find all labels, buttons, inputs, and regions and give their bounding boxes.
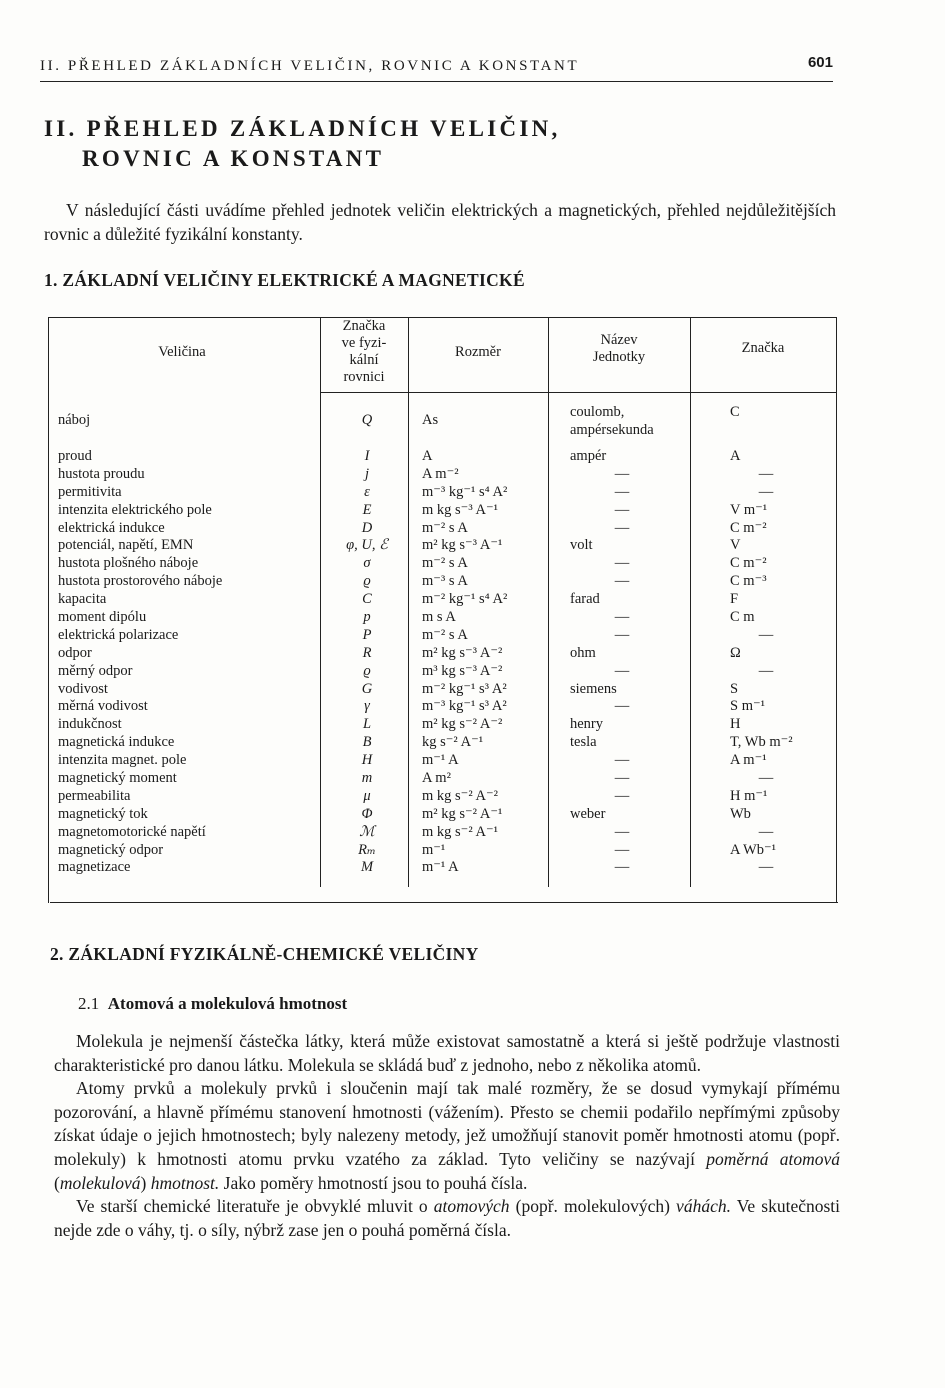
cell-dimension: A m² — [422, 770, 451, 787]
chapter-intro: V následující části uvádíme přehled jednotek veličin elektrických a magnetických, přehled nejdůležitějších rovnic a důležité fyzikální konstanty. — [44, 200, 836, 244]
cell-abbr: — — [758, 859, 774, 876]
header-rule — [40, 81, 833, 82]
cell-unit: tesla — [570, 734, 597, 751]
chapter-title-line-2: ROVNIC A KONSTANT — [82, 146, 385, 171]
section-2-heading: 2. ZÁKLADNÍ FYZIKÁLNĚ-CHEMICKÉ VELIČINY — [50, 944, 479, 964]
paragraph-text: ( — [54, 1172, 60, 1193]
cell-dimension: m² kg s⁻³ A⁻¹ — [422, 537, 503, 554]
cell-quantity: měrná vodivost — [58, 698, 148, 715]
paragraph-text: Jako poměry hmotností jsou to pouhá čísla. — [223, 1172, 528, 1193]
cell-dimension: m⁻³ kg⁻¹ s⁴ A² — [422, 483, 508, 500]
cell-symbol: σ — [363, 555, 371, 572]
paragraph-text: ) — [140, 1172, 147, 1193]
cell-symbol: ϱ — [363, 662, 371, 679]
quantities-table — [44, 312, 838, 905]
cell-unit: — — [614, 752, 630, 769]
cell-unit: — — [614, 823, 630, 840]
cell-quantity: indukčnost — [58, 716, 122, 733]
cell-quantity: vodivost — [58, 680, 108, 697]
cell-unit: — — [614, 555, 630, 572]
table-row — [44, 555, 838, 573]
cell-dimension: kg s⁻² A⁻¹ — [422, 734, 484, 751]
cell-abbr: A Wb⁻¹ — [730, 841, 776, 858]
cell-dimension: m kg s⁻² A⁻² — [422, 787, 498, 804]
cell-unit: — — [614, 698, 630, 715]
cell-unit: — — [614, 573, 630, 590]
header-quantity: Veličina — [158, 344, 206, 360]
cell-abbr: F — [730, 591, 739, 608]
table-row — [44, 663, 838, 681]
cell-quantity: hustota proudu — [58, 465, 145, 482]
term-italic: poměrná atomová — [706, 1148, 841, 1169]
cell-unit: siemens — [570, 680, 617, 697]
header-symbol-line: Značka — [342, 318, 386, 334]
cell-symbol: φ, U, ℰ — [346, 537, 388, 554]
cell-abbr: C m⁻² — [730, 519, 767, 536]
paragraph-text: (popř. molekulových) — [515, 1196, 670, 1217]
table-row — [44, 502, 838, 520]
cell-quantity: magnetický odpor — [58, 841, 164, 858]
cell-unit: farad — [570, 591, 600, 608]
paragraph-text: Ve skutečnosti nejde zde o váhy, tj. o síly, nýbrž zase jen o pouhá poměrná čísla. — [54, 1196, 841, 1240]
cell-abbr: S — [730, 680, 739, 697]
header-unit — [548, 332, 690, 366]
cell-dimension: m² kg s⁻² A⁻¹ — [422, 805, 503, 822]
paragraph — [54, 1195, 840, 1242]
cell-symbol: R — [362, 644, 372, 661]
paragraph-text: Atomy prvků a molekuly prvků i sloučenin mají tak malé rozměry, že se dosud vymykají přímému pozorování, a hlavně přímému stanovení hmotnosti (vážením). Přesto se chemii podařilo nepřímými způsoby získat údaje o jejich hmotnostech; byly nalezeny metody, jež umožňují stanovit poměr hmotnosti atomu (popř. molekuly) k hmotnosti atomu prvku vzatého za základ. Tyto veličiny se nazývají — [54, 1078, 840, 1169]
cell-dimension: m⁻² s A — [422, 626, 468, 643]
cell-abbr: Ω — [730, 644, 741, 661]
cell-dimension: m⁻² kg⁻¹ s³ A² — [422, 680, 507, 697]
cell-quantity: elektrická indukce — [58, 519, 165, 536]
paragraph — [54, 1077, 840, 1195]
cell-abbr: — — [758, 483, 774, 500]
table-row — [44, 627, 838, 645]
cell-unit: weber — [570, 805, 606, 822]
cell-symbol: γ — [364, 698, 370, 715]
cell-abbr: — — [758, 662, 774, 679]
cell-symbol: Q — [361, 412, 373, 428]
chapter-title-line-1: II. PŘEHLED ZÁKLADNÍCH VELIČIN, — [44, 116, 561, 141]
header-separator — [320, 392, 836, 393]
table-row — [44, 609, 838, 627]
cell-dimension: m kg s⁻³ A⁻¹ — [422, 501, 498, 518]
cell-dimension: m² kg s⁻² A⁻² — [422, 716, 503, 733]
cell-quantity: elektrická polarizace — [58, 626, 179, 643]
cell-unit: ampérsekunda — [570, 422, 654, 438]
table-bottom-rule — [50, 902, 838, 903]
cell-abbr: C m⁻² — [730, 555, 767, 572]
cell-quantity: permitivita — [58, 483, 122, 500]
table-row — [44, 824, 838, 842]
cell-symbol: C — [362, 591, 372, 608]
table-top-rule — [48, 317, 836, 318]
cell-abbr: H — [730, 716, 741, 733]
cell-quantity: permeabilita — [58, 787, 131, 804]
cell-unit: ohm — [570, 644, 596, 661]
term-italic: molekulová — [59, 1172, 141, 1193]
term-italic: atomových — [433, 1196, 510, 1217]
cell-abbr: C — [730, 404, 740, 420]
table-row — [44, 770, 838, 788]
header-symbol-line: kální — [349, 352, 379, 368]
cell-dimension: m⁻² s A — [422, 555, 468, 572]
cell-symbol: Rₘ — [358, 841, 376, 858]
cell-quantity: odpor — [58, 644, 92, 661]
cell-abbr: H m⁻¹ — [730, 787, 768, 804]
cell-unit: — — [614, 501, 630, 518]
cell-quantity: magnetizace — [58, 859, 131, 876]
table-row — [44, 520, 838, 538]
chapter-title — [44, 114, 561, 174]
cell-dimension: m⁻² kg⁻¹ s⁴ A² — [422, 591, 508, 608]
cell-abbr: — — [758, 823, 774, 840]
cell-symbol: M — [360, 859, 374, 876]
cell-abbr: A m⁻¹ — [730, 752, 767, 769]
cell-abbr: A — [730, 448, 741, 464]
header-symbol-line: rovnici — [343, 369, 385, 385]
cell-unit: — — [614, 519, 630, 536]
cell-dimension: A — [422, 448, 433, 464]
term-italic: váhách. — [676, 1196, 731, 1217]
cell-quantity: magnetický tok — [58, 805, 148, 822]
cell-symbol: B — [362, 734, 372, 751]
paragraph — [54, 1030, 840, 1077]
cell-symbol: I — [364, 448, 370, 464]
table-row — [44, 681, 838, 699]
header-unit-line: Název — [600, 332, 638, 348]
cell-quantity: náboj — [58, 412, 91, 428]
cell-quantity: intenzita elektrického pole — [58, 501, 212, 518]
table-row — [44, 698, 838, 716]
cell-symbol: E — [362, 501, 372, 518]
cell-dimension: m³ kg s⁻³ A⁻² — [422, 662, 503, 679]
cell-unit: coulomb, — [570, 404, 625, 420]
table-row — [44, 404, 838, 448]
term-italic: hmotnost. — [150, 1172, 220, 1193]
cell-symbol: D — [361, 519, 373, 536]
cell-dimension: m kg s⁻² A⁻¹ — [422, 823, 498, 840]
subsection-heading — [78, 994, 347, 1014]
cell-symbol: p — [363, 609, 371, 626]
cell-symbol: Φ — [361, 805, 373, 822]
cell-unit: volt — [570, 537, 593, 554]
subsection-number: 2.1 — [78, 994, 100, 1013]
cell-unit: — — [614, 662, 630, 679]
table-row — [44, 842, 838, 860]
table-row — [44, 591, 838, 609]
cell-unit: — — [614, 626, 630, 643]
cell-quantity: intenzita magnet. pole — [58, 752, 187, 769]
cell-unit: — — [614, 609, 630, 626]
cell-abbr: S m⁻¹ — [730, 698, 765, 715]
header-dimension: Rozměr — [455, 344, 501, 360]
table-row — [44, 573, 838, 591]
cell-quantity: hustota plošného náboje — [58, 555, 199, 572]
cell-dimension: m⁻³ s A — [422, 573, 468, 590]
cell-symbol: ε — [364, 483, 370, 500]
table-row — [44, 466, 838, 484]
cell-unit: — — [614, 770, 630, 787]
cell-unit: ampér — [570, 448, 607, 464]
cell-dimension: m⁻¹ A — [422, 859, 459, 876]
cell-symbol: ℳ — [359, 823, 375, 840]
cell-symbol: L — [362, 716, 372, 733]
cell-quantity: kapacita — [58, 591, 107, 608]
cell-quantity: magnetomotorické napětí — [58, 823, 206, 840]
cell-symbol: μ — [363, 787, 371, 804]
cell-dimension: A m⁻² — [422, 465, 459, 482]
header-symbol — [320, 318, 408, 386]
table-row — [44, 484, 838, 502]
header-unit-line: Jednotky — [592, 349, 646, 365]
cell-dimension: m⁻¹ — [422, 841, 446, 858]
cell-dimension: m⁻³ kg⁻¹ s³ A² — [422, 698, 507, 715]
cell-quantity: proud — [58, 448, 92, 464]
body-text — [54, 1030, 840, 1242]
paragraph-text: Molekula je nejmenší částečka látky, která může existovat samostatně a která si ještě podržuje vlastnosti charakteristické pro danou látku. Molekula se skládá buď z jednoho, nebo z několika atomů. — [54, 1031, 840, 1075]
cell-unit: — — [614, 859, 630, 876]
cell-symbol: j — [364, 465, 370, 482]
cell-symbol: H — [361, 752, 373, 769]
cell-abbr: V — [730, 537, 741, 554]
cell-abbr: V m⁻¹ — [730, 501, 768, 518]
cell-dimension: m s A — [422, 609, 456, 626]
table-row — [44, 734, 838, 752]
cell-unit: — — [614, 465, 630, 482]
table-row — [44, 448, 838, 466]
paragraph-text: Ve starší chemické literatuře je obvyklé mluvit o — [76, 1196, 428, 1217]
cell-quantity: měrný odpor — [58, 662, 133, 679]
section-1-heading: 1. ZÁKLADNÍ VELIČINY ELEKTRICKÉ A MAGNETICKÉ — [44, 270, 525, 290]
cell-symbol: G — [361, 680, 373, 697]
cell-quantity: hustota prostorového náboje — [58, 573, 223, 590]
cell-unit: henry — [570, 716, 604, 733]
cell-abbr: — — [758, 626, 774, 643]
table-row — [44, 788, 838, 806]
table-row — [44, 806, 838, 824]
cell-symbol: P — [362, 626, 372, 643]
cell-dimension: m² kg s⁻³ A⁻² — [422, 644, 503, 661]
cell-dimension: As — [422, 412, 439, 428]
cell-dimension: m⁻² s A — [422, 519, 468, 536]
cell-symbol: m — [361, 770, 373, 787]
cell-symbol: ϱ — [363, 573, 371, 590]
cell-abbr: — — [758, 465, 774, 482]
cell-quantity: magnetický moment — [58, 770, 177, 787]
cell-unit: — — [614, 841, 630, 858]
page-number: 601 — [807, 54, 833, 71]
cell-quantity: moment dipólu — [58, 609, 147, 626]
table-body — [44, 404, 838, 877]
cell-abbr: C m⁻³ — [730, 573, 767, 590]
cell-abbr: C m — [730, 609, 755, 626]
subsection-title: Atomová a molekulová hmotnost — [107, 994, 348, 1013]
cell-abbr: — — [758, 770, 774, 787]
header-abbr: Značka — [741, 340, 785, 356]
cell-quantity: potenciál, napětí, EMN — [58, 537, 194, 554]
cell-dimension: m⁻¹ A — [422, 752, 459, 769]
table-row — [44, 859, 838, 877]
header-symbol-line: ve fyzi- — [341, 335, 387, 351]
cell-unit: — — [614, 787, 630, 804]
cell-quantity: magnetická indukce — [58, 734, 175, 751]
table-row — [44, 716, 838, 734]
table-row — [44, 537, 838, 555]
table-row — [44, 645, 838, 663]
cell-unit: — — [614, 483, 630, 500]
running-head: II. PŘEHLED ZÁKLADNÍCH VELIČIN, ROVNIC A KONSTANT — [40, 58, 580, 74]
table-row — [44, 752, 838, 770]
cell-abbr: Wb — [730, 805, 751, 822]
cell-abbr: T, Wb m⁻² — [730, 734, 793, 751]
